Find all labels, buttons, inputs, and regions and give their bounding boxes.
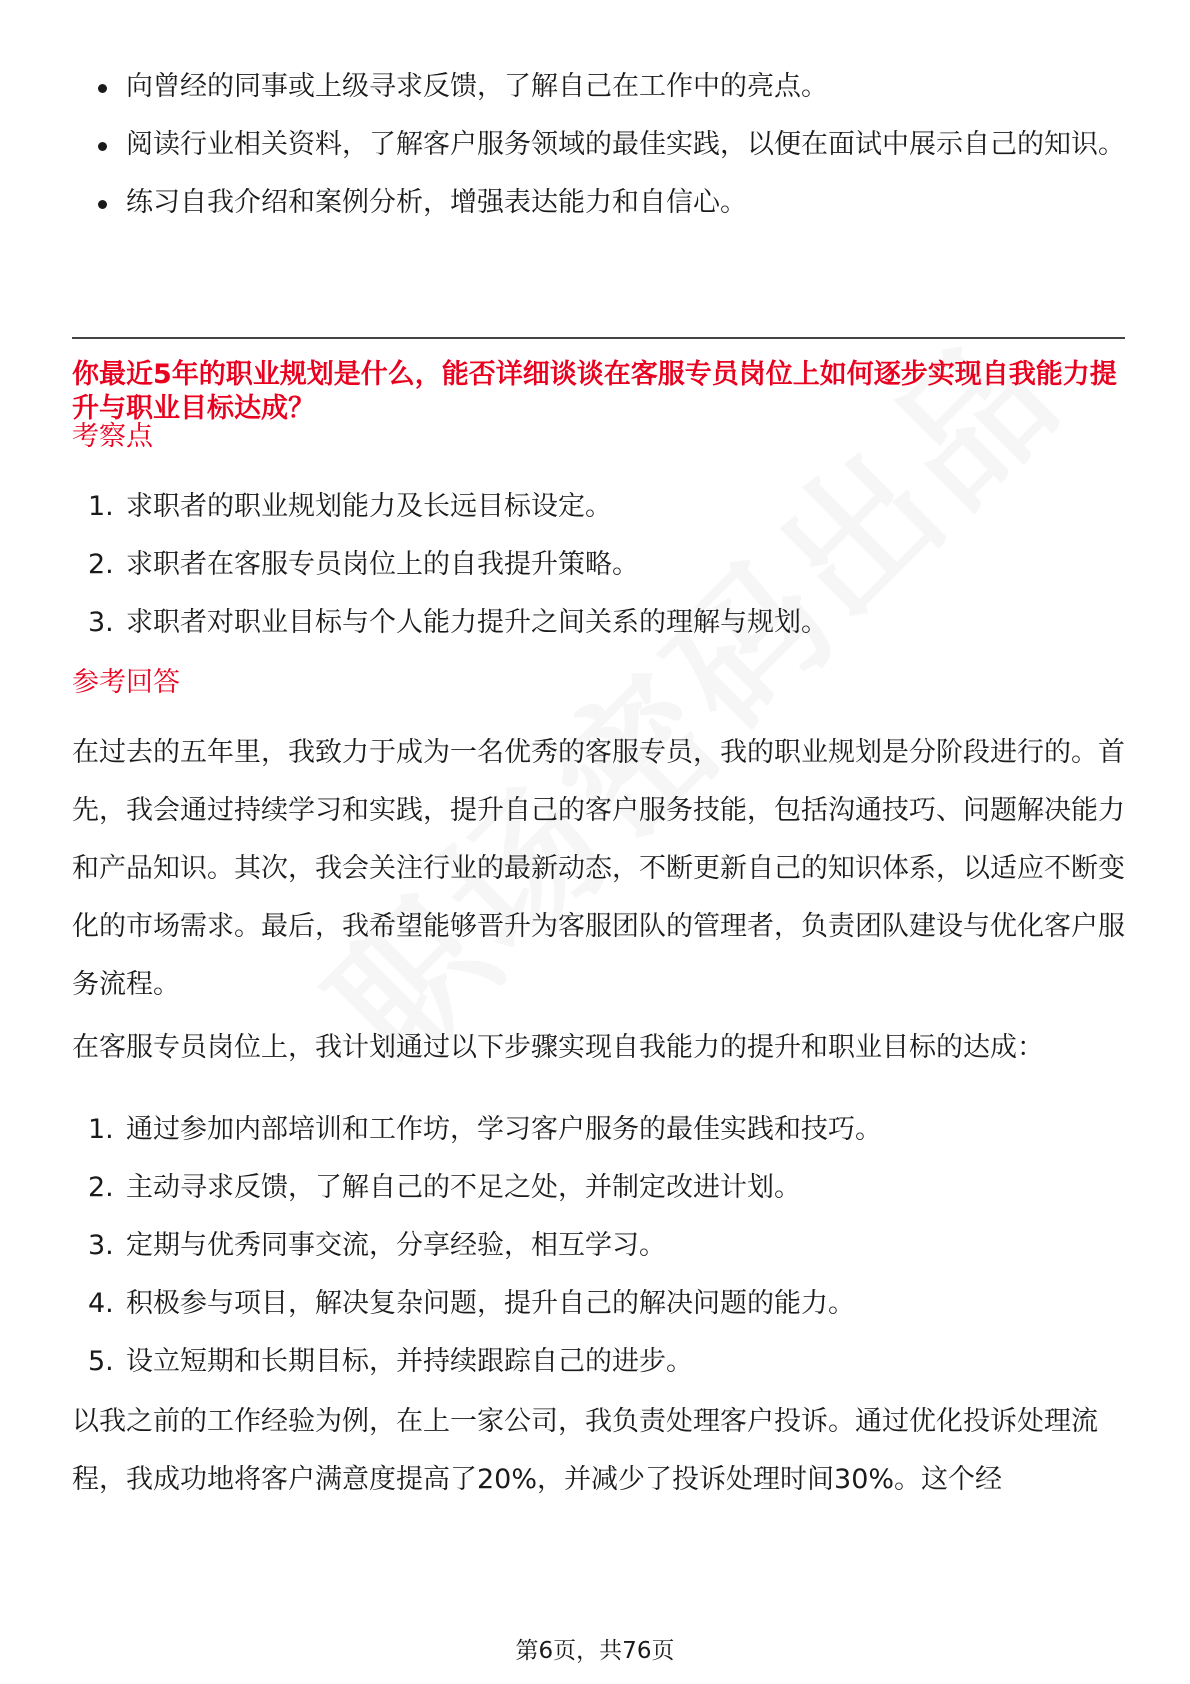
section-divider <box>72 337 1125 339</box>
list-text: 主动寻求反馈，了解自己的不足之处，并制定改进计划。 <box>126 1172 801 1203</box>
list-item: 练习自我介绍和案例分析，增强表达能力和自信心。 <box>72 174 1132 232</box>
list-item: 阅读行业相关资料，了解客户服务领域的最佳实践，以便在面试中展示自己的知识。 <box>72 116 1132 174</box>
list-item <box>72 1333 1132 1391</box>
list-item <box>72 594 1132 652</box>
list-number: 2. <box>88 549 114 580</box>
examination-title: 考察点 <box>72 421 153 452</box>
steps-list <box>72 1101 1132 1391</box>
list-item <box>72 1101 1132 1159</box>
list-number: 1. <box>88 491 114 522</box>
answer-title: 参考回答 <box>72 667 180 698</box>
examination-list <box>72 478 1132 652</box>
list-item <box>72 1159 1132 1217</box>
question-heading: 你最近5年的职业规划是什么，能否详细谈谈在客服专员岗位上如何逐步实现自我能力提升与职业目标达成？ <box>72 359 1117 424</box>
answer-paragraph-2: 在客服专员岗位上，我计划通过以下步骤实现自我能力的提升和职业目标的达成： <box>72 1032 1044 1063</box>
list-text: 设立短期和长期目标，并持续跟踪自己的进步。 <box>126 1346 693 1377</box>
list-item <box>72 536 1132 594</box>
list-text: 求职者在客服专员岗位上的自我提升策略。 <box>126 549 639 580</box>
list-item <box>72 1275 1132 1333</box>
list-number: 5. <box>88 1346 114 1377</box>
list-text: 求职者对职业目标与个人能力提升之间关系的理解与规划。 <box>126 607 828 638</box>
top-bullet-list <box>72 58 1132 232</box>
answer-paragraph-1: 在过去的五年里，我致力于成为一名优秀的客服专员，我的职业规划是分阶段进行的。首先，我会通过持续学习和实践，提升自己的客户服务技能，包括沟通技巧、问题解决能力和产品知识。其次，我会关注行业的最新动态，不断更新自己的知识体系，以适应不断变化的市场需求。最后，我希望能够晋升为客服团队的管理者，负责团队建设与优化客户服务流程。 <box>72 737 1125 1000</box>
list-item: 向曾经的同事或上级寻求反馈，了解自己在工作中的亮点。 <box>72 58 1132 116</box>
list-text: 通过参加内部培训和工作坊，学习客户服务的最佳实践和技巧。 <box>126 1114 882 1145</box>
list-text: 定期与优秀同事交流，分享经验，相互学习。 <box>126 1230 666 1261</box>
list-text: 积极参与项目，解决复杂问题，提升自己的解决问题的能力。 <box>126 1288 855 1319</box>
list-item <box>72 1217 1132 1275</box>
list-item <box>72 478 1132 536</box>
list-number: 2. <box>88 1172 114 1203</box>
answer-paragraph-3: 以我之前的工作经验为例，在上一家公司，我负责处理客户投诉。通过优化投诉处理流程，我成功地将客户满意度提高了20%，并减少了投诉处理时间30%。这个经 <box>72 1406 1098 1495</box>
list-number: 3. <box>88 607 114 638</box>
list-number: 1. <box>88 1114 114 1145</box>
page-footer: 第6页，共76页 <box>515 1638 675 1664</box>
list-number: 4. <box>88 1288 114 1319</box>
list-number: 3. <box>88 1230 114 1261</box>
list-text: 求职者的职业规划能力及长远目标设定。 <box>126 491 612 522</box>
